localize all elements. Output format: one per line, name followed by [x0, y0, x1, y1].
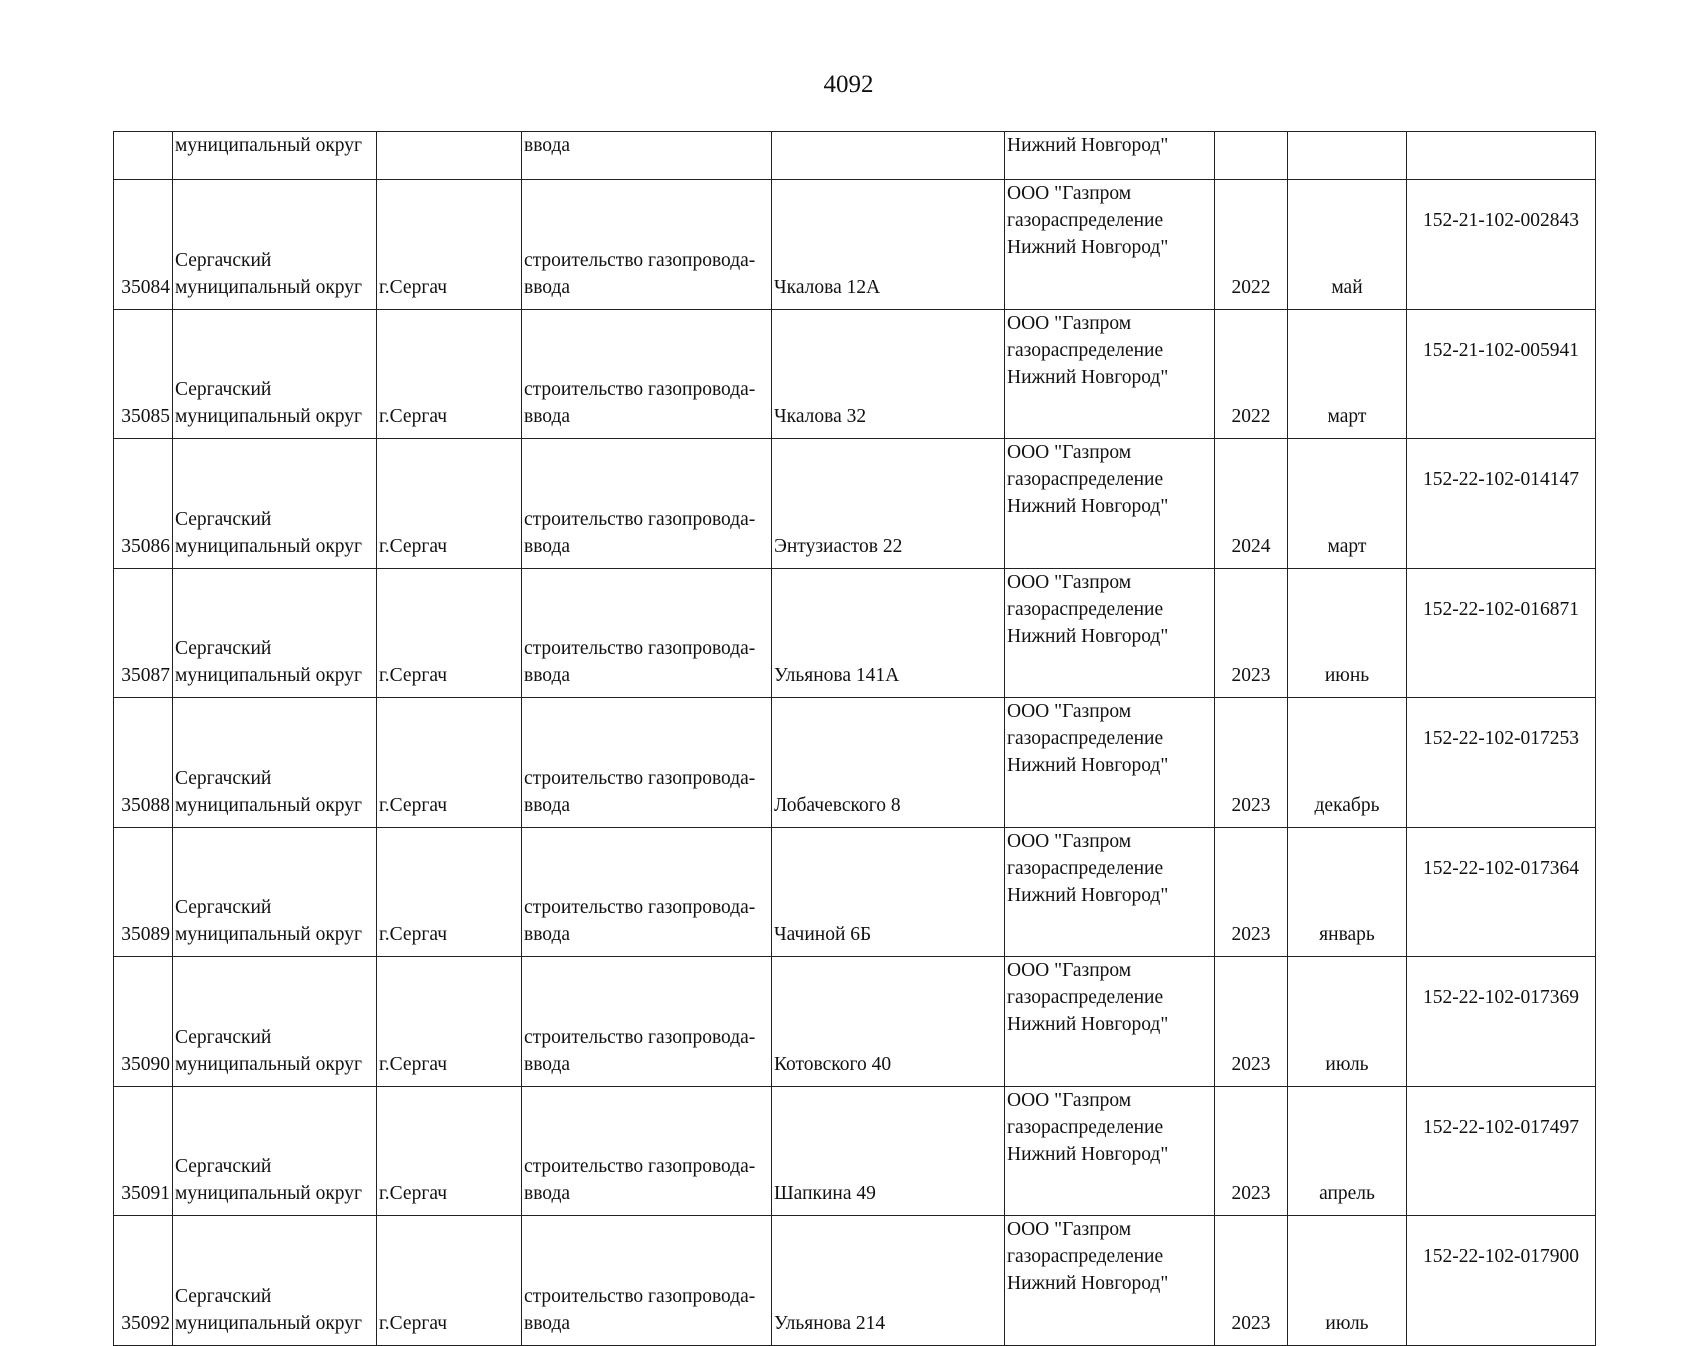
table-row [114, 1216, 1596, 1346]
work-type-line2: ввода [524, 924, 571, 945]
work-type-line2: ввода [524, 276, 571, 298]
district-type: муниципальный округ [175, 406, 363, 427]
org-line1: ООО "Газпром [1007, 830, 1132, 852]
cell-month [1288, 132, 1407, 180]
cell-work-type [522, 439, 772, 569]
cell-code [1407, 132, 1596, 180]
cell-number: 35091 [114, 1086, 173, 1216]
cell-address [772, 132, 1005, 180]
cell-work-type [522, 568, 772, 698]
cell-year: 2023 [1215, 1086, 1288, 1216]
district-name: Сергачский [175, 767, 272, 789]
cell-organization [1005, 309, 1215, 439]
org-line2: газораспределение [1007, 987, 1164, 1008]
cell-city: г.Сергач [377, 957, 522, 1087]
cell-month: декабрь [1288, 698, 1407, 828]
cell-organization [1005, 1086, 1215, 1216]
org-line2: газораспределение [1007, 469, 1164, 490]
cell-code: 152-22-102-014147 [1407, 439, 1596, 569]
cell-organization [1005, 827, 1215, 957]
org-line3: Нижний Новгород" [1007, 755, 1169, 776]
table-row [114, 309, 1596, 439]
cell-work-type [522, 309, 772, 439]
district-type: муниципальный округ [175, 1053, 363, 1075]
cell-organization [1005, 957, 1215, 1087]
cell-district [173, 827, 377, 957]
cell-year: 2023 [1215, 698, 1288, 828]
district-name: Сергачский [175, 379, 272, 400]
work-type-line2: ввода [524, 1183, 571, 1204]
cell-address: Шапкина 49 [772, 1086, 1005, 1216]
cell-city: г.Сергач [377, 1086, 522, 1216]
cell-district [173, 439, 377, 569]
district-name: Сергачский [175, 638, 272, 659]
table-row [114, 180, 1596, 310]
district-name: Сергачский [175, 508, 272, 530]
work-type-line1: строительство газопровода- [524, 1285, 756, 1307]
table-row [114, 568, 1596, 698]
cell-organization [1005, 1216, 1215, 1346]
org-line1: ООО "Газпром [1007, 312, 1132, 334]
work-type-line2: ввода [524, 535, 571, 557]
page-number: 4092 [823, 71, 874, 98]
cell-month: май [1288, 180, 1407, 310]
table-row [114, 439, 1596, 569]
cell-district [173, 698, 377, 828]
cell-code: 152-22-102-017497 [1407, 1086, 1596, 1216]
cell-district [173, 568, 377, 698]
cell-year [1215, 132, 1288, 180]
cell-year: 2022 [1215, 180, 1288, 310]
cell-address: Чкалова 32 [772, 309, 1005, 439]
district-name: Сергачский [175, 1156, 272, 1177]
cell-month: июль [1288, 957, 1407, 1087]
cell-city: г.Сергач [377, 309, 522, 439]
work-type-line2: ввода [524, 406, 571, 427]
table-row [114, 827, 1596, 957]
org-line1: ООО "Газпром [1007, 1089, 1132, 1111]
cell-city: г.Сергач [377, 568, 522, 698]
cell-number: 35088 [114, 698, 173, 828]
cell-city: г.Сергач [377, 698, 522, 828]
cell-organization [1005, 568, 1215, 698]
cell-number: 35086 [114, 439, 173, 569]
work-type-line2: ввода [524, 1312, 571, 1334]
cell-work-type [522, 1086, 772, 1216]
cell-district: муниципальный округ [173, 132, 377, 180]
org-line3: Нижний Новгород" [1007, 1273, 1169, 1294]
cell-organization [1005, 698, 1215, 828]
work-type-line1: строительство газопровода- [524, 249, 756, 271]
cell-number: 35084 [114, 180, 173, 310]
cell-number: 35085 [114, 309, 173, 439]
work-type-line2: ввода [524, 794, 571, 816]
work-type-line1: строительство газопровода- [524, 767, 756, 789]
org-line3: Нижний Новгород" [1007, 366, 1169, 388]
table-row [114, 957, 1596, 1087]
work-type-line1: строительство газопровода- [524, 897, 756, 918]
work-type-line2: ввода [524, 1053, 571, 1075]
district-type: муниципальный округ [175, 276, 363, 298]
cell-city: г.Сергач [377, 827, 522, 957]
cell-month: март [1288, 439, 1407, 569]
cell-district [173, 957, 377, 1087]
cell-address: Ульянова 214 [772, 1216, 1005, 1346]
table-row [114, 1086, 1596, 1216]
cell-work-type [522, 1216, 772, 1346]
cell-address: Энтузиастов 22 [772, 439, 1005, 569]
cell-city: г.Сергач [377, 180, 522, 310]
org-line1: ООО "Газпром [1007, 1219, 1132, 1240]
work-type-line1: строительство газопровода- [524, 1026, 756, 1048]
district-type: муниципальный округ [175, 665, 363, 686]
cell-year: 2024 [1215, 439, 1288, 569]
cell-month: июнь [1288, 568, 1407, 698]
cell-organization: Нижний Новгород" [1005, 132, 1215, 180]
org-line1: ООО "Газпром [1007, 442, 1132, 463]
org-line1: ООО "Газпром [1007, 960, 1132, 981]
district-type: муниципальный округ [175, 924, 363, 945]
work-type-line1: строительство газопровода- [524, 508, 756, 530]
cell-number: 35087 [114, 568, 173, 698]
cell-code: 152-22-102-016871 [1407, 568, 1596, 698]
cell-address: Чачиной 6Б [772, 827, 1005, 957]
org-line3: Нижний Новгород" [1007, 625, 1169, 647]
cell-code: 152-22-102-017253 [1407, 698, 1596, 828]
cell-work-type [522, 698, 772, 828]
org-line1: ООО "Газпром [1007, 701, 1132, 722]
cell-city: г.Сергач [377, 439, 522, 569]
cell-district [173, 1086, 377, 1216]
org-line3: Нижний Новгород" [1007, 1014, 1169, 1035]
org-line2: газораспределение [1007, 857, 1164, 879]
cell-city [377, 132, 522, 180]
cell-district [173, 309, 377, 439]
cell-code: 152-22-102-017364 [1407, 827, 1596, 957]
cell-number: 35092 [114, 1216, 173, 1346]
cell-code: 152-22-102-017369 [1407, 957, 1596, 1087]
org-line3: Нижний Новгород" [1007, 1143, 1169, 1165]
cell-year: 2023 [1215, 1216, 1288, 1346]
cell-city: г.Сергач [377, 1216, 522, 1346]
work-type-line1: строительство газопровода- [524, 638, 756, 659]
cell-address: Чкалова 12А [772, 180, 1005, 310]
org-line2: газораспределение [1007, 728, 1164, 749]
org-line2: газораспределение [1007, 339, 1164, 361]
cell-month: апрель [1288, 1086, 1407, 1216]
cell-year: 2022 [1215, 309, 1288, 439]
cell-year: 2023 [1215, 827, 1288, 957]
org-line3: Нижний Новгород" [1007, 496, 1169, 517]
district-name: Сергачский [175, 1026, 272, 1048]
table-row [114, 698, 1596, 828]
cell-work-type: ввода [522, 132, 772, 180]
org-line3: Нижний Новгород" [1007, 237, 1169, 258]
cell-organization [1005, 439, 1215, 569]
org-line2: газораспределение [1007, 1246, 1164, 1267]
continuation-row [114, 132, 1596, 180]
org-line1: ООО "Газпром [1007, 571, 1132, 593]
district-type: муниципальный округ [175, 1312, 363, 1334]
district-name: Сергачский [175, 249, 272, 271]
district-type: муниципальный округ [175, 1183, 363, 1204]
cell-year: 2023 [1215, 957, 1288, 1087]
cell-month: март [1288, 309, 1407, 439]
cell-number: 35089 [114, 827, 173, 957]
org-line1: ООО "Газпром [1007, 183, 1132, 204]
work-type-line2: ввода [524, 665, 571, 686]
district-type: муниципальный округ [175, 794, 363, 816]
cell-number: 35090 [114, 957, 173, 1087]
cell-work-type [522, 180, 772, 310]
cell-address: Ульянова 141А [772, 568, 1005, 698]
cell-month: январь [1288, 827, 1407, 957]
cell-code: 152-21-102-002843 [1407, 180, 1596, 310]
org-line2: газораспределение [1007, 1116, 1164, 1138]
cell-district [173, 1216, 377, 1346]
district-name: Сергачский [175, 897, 272, 918]
cell-code: 152-21-102-005941 [1407, 309, 1596, 439]
work-type-line1: строительство газопровода- [524, 379, 756, 400]
registry-table [113, 131, 1596, 1346]
work-type-line1: строительство газопровода- [524, 1156, 756, 1177]
cell-year: 2023 [1215, 568, 1288, 698]
district-type: муниципальный округ [175, 535, 363, 557]
cell-address: Котовского 40 [772, 957, 1005, 1087]
org-line2: газораспределение [1007, 598, 1164, 620]
cell-district [173, 180, 377, 310]
cell-address: Лобачевского 8 [772, 698, 1005, 828]
cell-work-type [522, 957, 772, 1087]
cell-work-type [522, 827, 772, 957]
registry-body [114, 132, 1596, 1346]
cell-code: 152-22-102-017900 [1407, 1216, 1596, 1346]
cell-number [114, 132, 173, 180]
district-name: Сергачский [175, 1285, 272, 1307]
org-line2: газораспределение [1007, 210, 1164, 231]
org-line3: Нижний Новгород" [1007, 884, 1169, 906]
cell-organization [1005, 180, 1215, 310]
cell-month: июль [1288, 1216, 1407, 1346]
